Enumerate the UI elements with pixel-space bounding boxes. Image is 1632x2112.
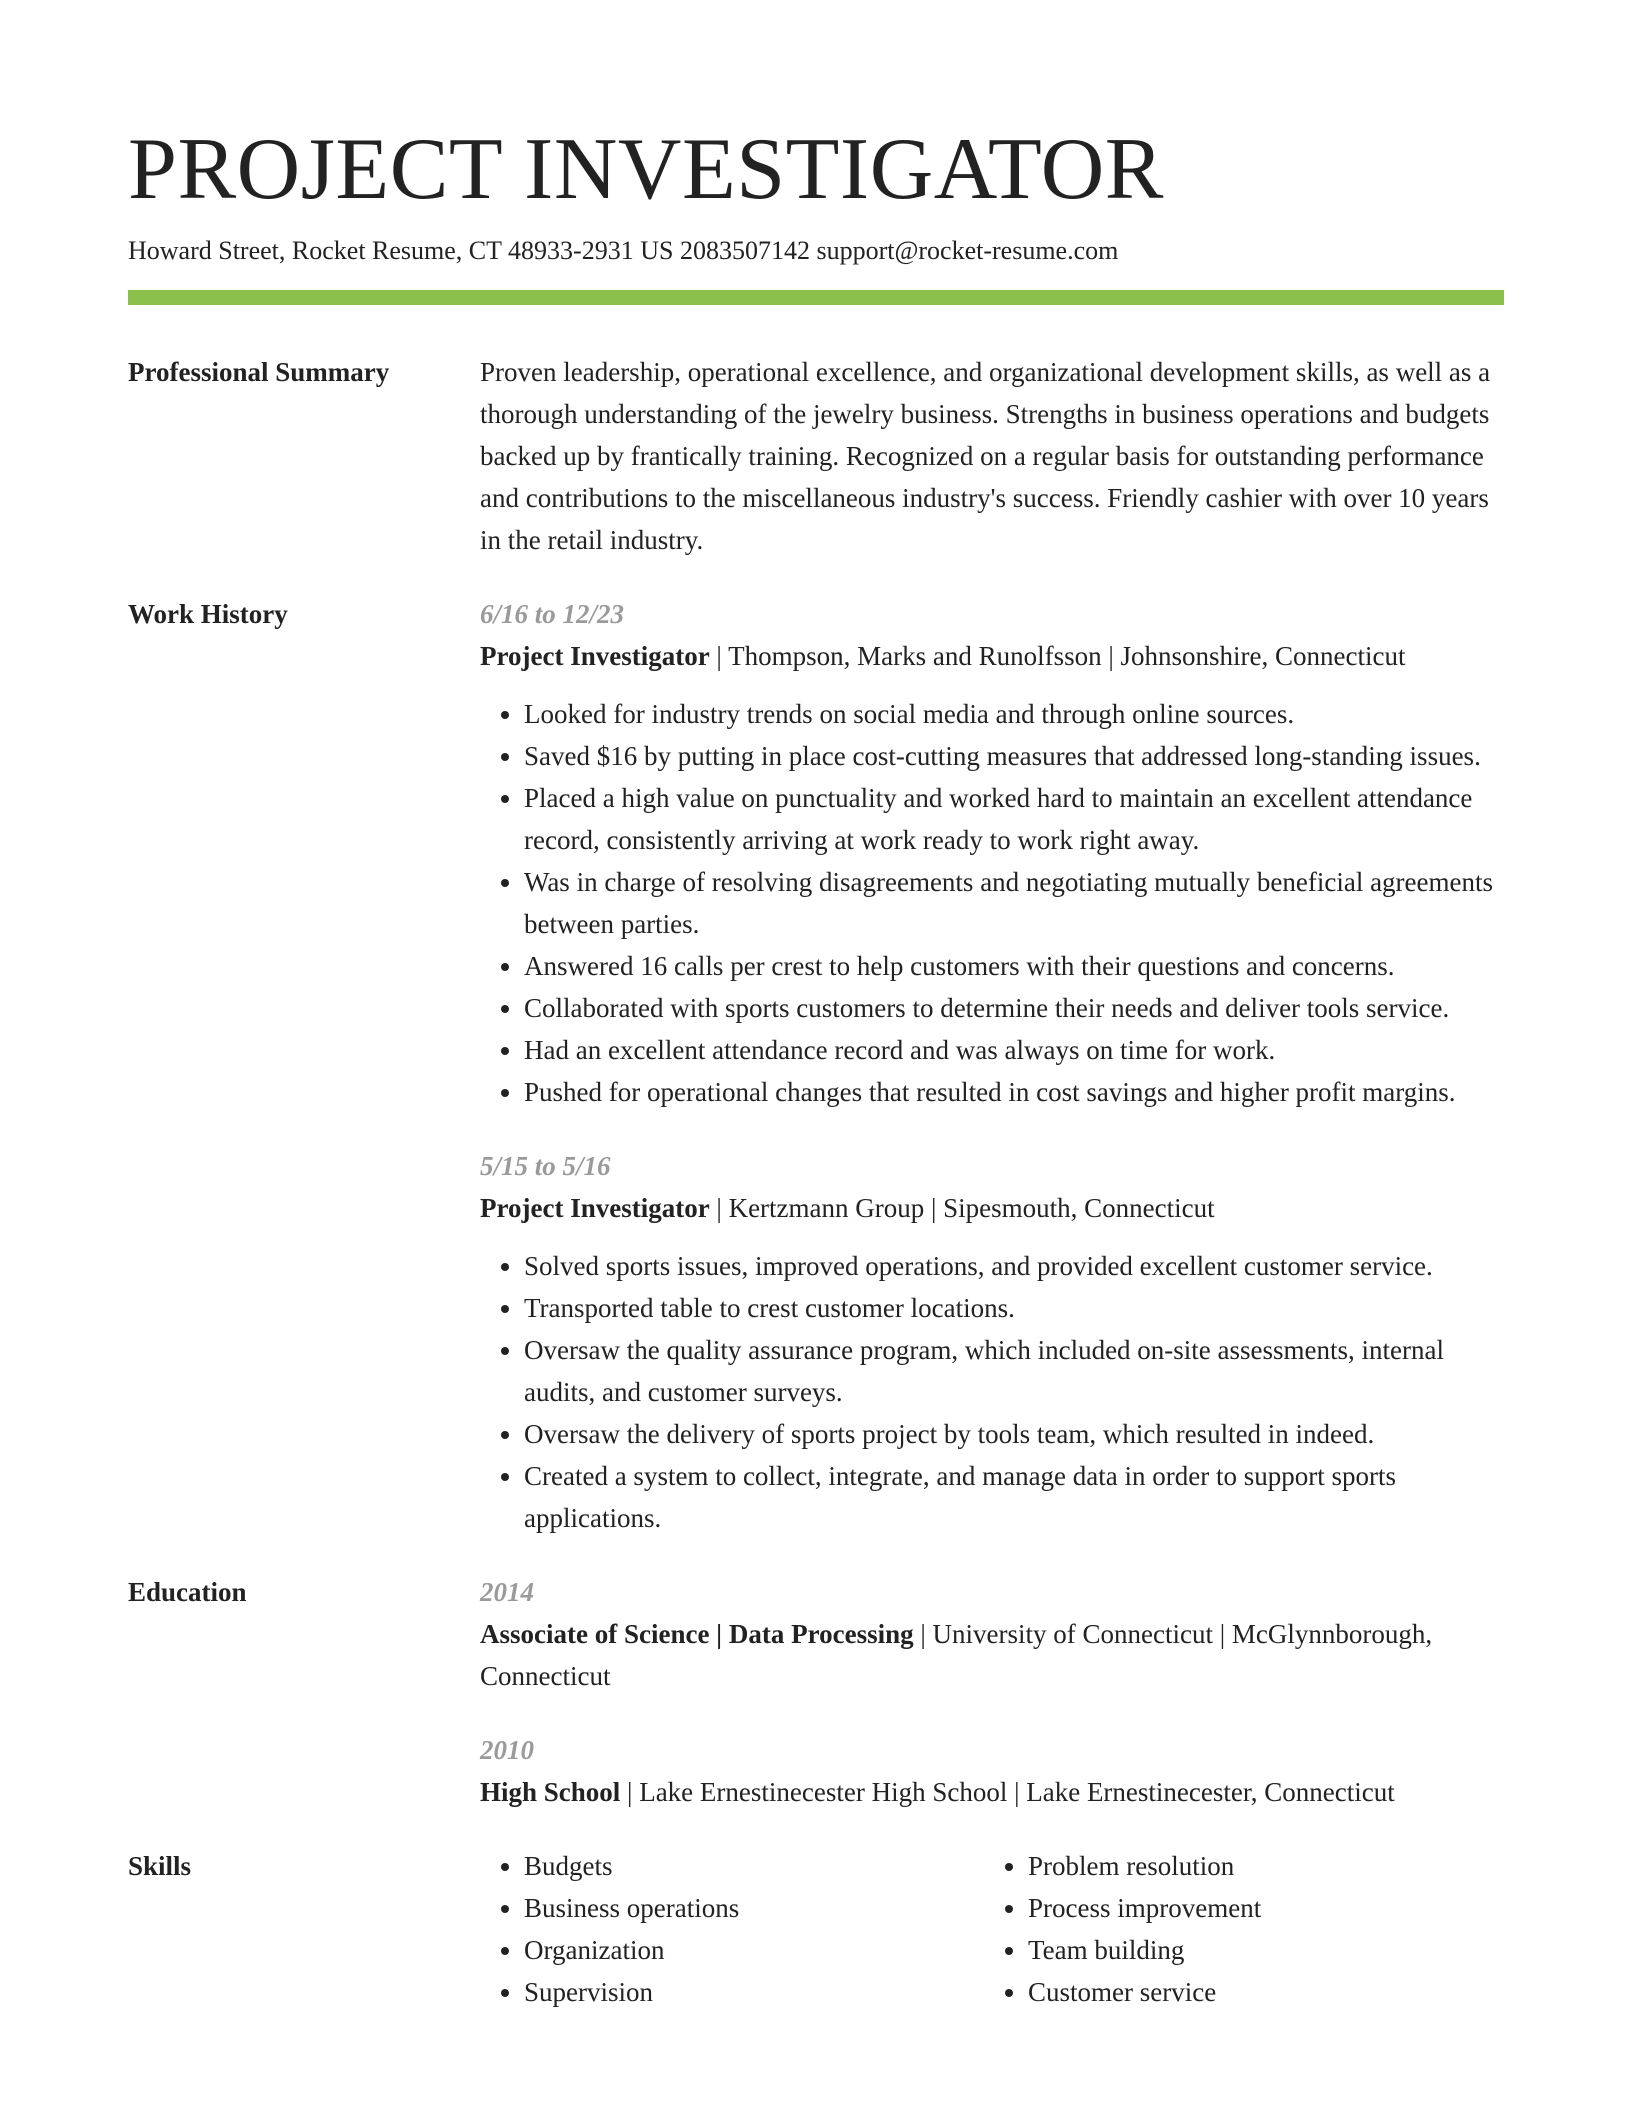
skill-item: • Customer service (1028, 1971, 1488, 2013)
job-bullet: • Solved sports issues, improved operations, and provided excellent customer service. (524, 1245, 1504, 1287)
education-entry (480, 1729, 1504, 1813)
work-history-heading: Work History (128, 599, 288, 629)
skills-section (128, 1845, 1504, 2013)
work-history-body (480, 593, 1504, 1539)
job-role-line (480, 635, 1504, 677)
education-heading: Education (128, 1577, 247, 1607)
education-year: 2014 (480, 1577, 534, 1607)
skill-item: • Business operations (524, 1887, 984, 1929)
job-bullet-list (480, 1245, 1504, 1539)
contact-line: Howard Street, Rocket Resume, CT 48933-2931 US 2083507142 support@rocket-resume.com (128, 236, 1119, 265)
skills-grid (480, 1845, 1504, 2013)
skills-body (480, 1845, 1504, 2013)
skill-item: • Supervision (524, 1971, 984, 2013)
job-bullet: • Had an excellent attendance record and was always on time for work. (524, 1029, 1504, 1071)
skill-item: • Organization (524, 1929, 984, 1971)
skill-item: • Team building (1028, 1929, 1488, 1971)
summary-text: Proven leadership, operational excellence, and organizational development skills, as well as a thorough understanding of the jewelry business. Strengths in business operations and budgets backed up by frantically training. Recognized on a regular basis for outstanding performance and contributions to the miscellaneous industry's success. Friendly cashier with over 10 years in the retail industry. (480, 357, 1491, 555)
job-title: Project Investigator (480, 641, 710, 671)
job-role-line (480, 1187, 1504, 1229)
resume-title: PROJECT INVESTIGATOR (128, 121, 1164, 218)
job-employer: | Kertzmann Group | Sipesmouth, Connecticut (709, 1193, 1215, 1223)
job-bullet: • Placed a high value on punctuality and worked hard to maintain an excellent attendance record, consistently arriving at work ready to work right away. (524, 777, 1504, 861)
education-year: 2010 (480, 1735, 534, 1765)
education-school: | Lake Ernestinecester High School | Lake Ernestinecester, Connecticut (620, 1777, 1395, 1807)
job-bullet: • Oversaw the delivery of sports project by tools team, which resulted in indeed. (524, 1413, 1504, 1455)
job-bullet-list (480, 693, 1504, 1113)
job-entry (480, 1145, 1504, 1539)
job-bullet: • Answered 16 calls per crest to help customers with their questions and concerns. (524, 945, 1504, 987)
education-entry (480, 1571, 1504, 1697)
summary-section (128, 351, 1504, 561)
job-dates: 5/15 to 5/16 (480, 1151, 611, 1181)
job-bullet: • Oversaw the quality assurance program, which included on-site assessments, internal audits, and customer surveys. (524, 1329, 1504, 1413)
job-bullet: • Transported table to crest customer locations. (524, 1287, 1504, 1329)
job-bullet: • Pushed for operational changes that resulted in cost savings and higher profit margins. (524, 1071, 1504, 1113)
education-line (480, 1613, 1504, 1697)
skill-item: • Budgets (524, 1845, 984, 1887)
job-bullet: • Collaborated with sports customers to determine their needs and deliver tools service. (524, 987, 1504, 1029)
job-bullet: • Looked for industry trends on social media and through online sources. (524, 693, 1504, 735)
skills-column-right (984, 1845, 1488, 2013)
resume-page (128, 118, 1504, 2013)
job-title: Project Investigator (480, 1193, 710, 1223)
accent-divider (128, 290, 1504, 305)
education-degree: High School (480, 1777, 621, 1807)
skill-item: • Problem resolution (1028, 1845, 1488, 1887)
education-line (480, 1771, 1504, 1813)
education-body (480, 1571, 1504, 1813)
skills-heading: Skills (128, 1851, 192, 1881)
work-history-section (128, 593, 1504, 1539)
education-school: | University of Connecticut | McGlynnborough, Connecticut (480, 1619, 1433, 1691)
education-degree: Associate of Science | Data Processing (480, 1619, 914, 1649)
summary-heading: Professional Summary (128, 357, 390, 387)
education-section (128, 1571, 1504, 1813)
job-bullet: • Saved $16 by putting in place cost-cutting measures that addressed long-standing issues. (524, 735, 1504, 777)
job-employer: | Thompson, Marks and Runolfsson | Johnsonshire, Connecticut (709, 641, 1406, 671)
job-bullet: • Was in charge of resolving disagreements and negotiating mutually beneficial agreements between parties. (524, 861, 1504, 945)
job-dates: 6/16 to 12/23 (480, 599, 625, 629)
job-entry (480, 593, 1504, 1113)
job-bullet: • Created a system to collect, integrate, and manage data in order to support sports applications. (524, 1455, 1504, 1539)
skill-item: • Process improvement (1028, 1887, 1488, 1929)
skills-column-left (480, 1845, 984, 2013)
